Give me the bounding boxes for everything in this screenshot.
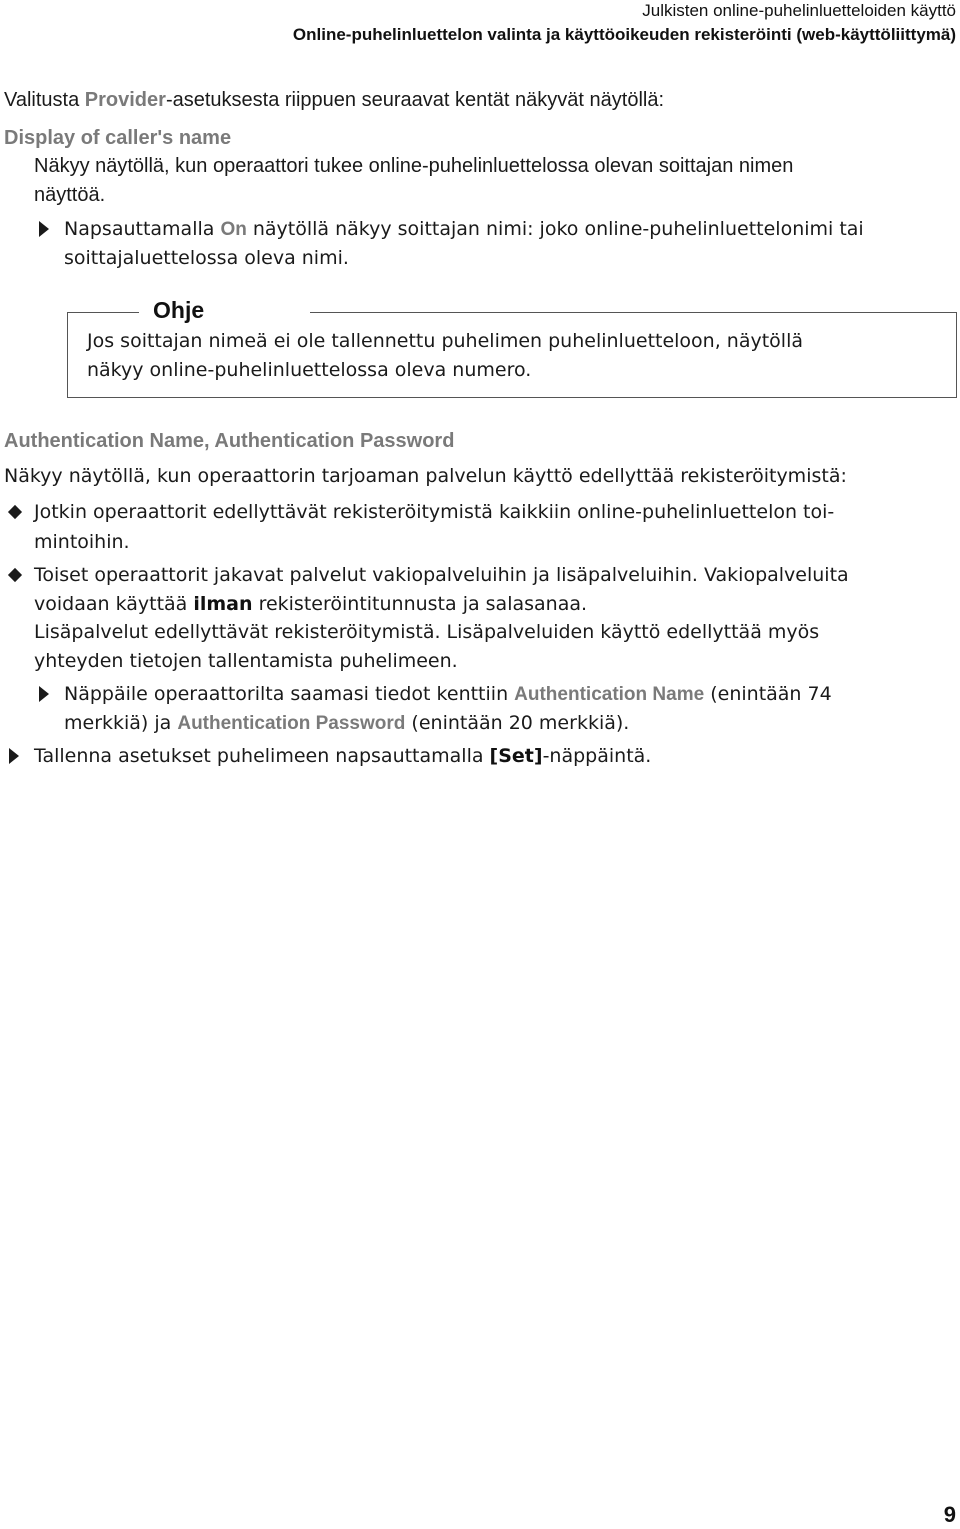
auth-step-line2 (64, 709, 629, 738)
auth-bullet2-line2 (34, 590, 587, 618)
on-option-name: On (220, 219, 247, 240)
step-text-pre: Napsauttamalla (64, 218, 221, 240)
bullet2-emphasis: ilman (193, 593, 253, 615)
note-text-line2: näkyy online-puhelinluettelossa oleva numero. (87, 359, 532, 381)
page-number: 9 (943, 1502, 956, 1527)
note-border-left (67, 312, 139, 313)
display-caller-desc-line2: näyttöä. (34, 184, 106, 206)
step-arrow-icon (9, 748, 19, 764)
auth-bullet1-line2: mintoihin. (34, 531, 130, 553)
final-step-text-pre: Tallenna asetukset puhelimeen napsauttamalla (34, 745, 490, 767)
authentication-name-field: Authentication Name (514, 684, 705, 705)
provider-field-name: Provider (84, 89, 166, 111)
intro-text-post: -asetuksesta riippuen seuraavat kentät näkyvät näytöllä: (165, 89, 665, 111)
auth-step2-text-post: (enintään 20 merkkiä). (405, 712, 630, 734)
step-arrow-icon (39, 686, 49, 702)
auth-bullet1-line1: Jotkin operaattorit edellyttävät rekisteröitymistä kaikkiin online-puhelinluettelon toi- (34, 501, 835, 523)
bullet2-text-pre: voidaan käyttää (34, 593, 194, 615)
display-caller-step-line2: soittajaluettelossa oleva nimi. (64, 247, 349, 269)
note-text-line1: Jos soittajan nimeä ei ole tallennettu puhelimen puhelinluetteloon, näytöllä (87, 330, 804, 352)
bullet-diamond-icon (8, 505, 22, 519)
auth-step-text-post: (enintään 74 (704, 683, 832, 705)
running-header-section: Online-puhelinluettelon valinta ja käyttöoikeuden rekisteröinti (web-käyttöliittymä) (292, 25, 956, 44)
intro-text-pre: Valitusta (4, 89, 85, 111)
auth-step-line1 (64, 680, 832, 709)
final-step-text-post: -näppäintä. (542, 745, 652, 767)
auth-desc: Näkyy näytöllä, kun operaattorin tarjoaman palvelun käyttö edellyttää rekisteröitymistä: (4, 465, 847, 487)
running-header-chapter: Julkisten online-puhelinluetteloiden käyttö (642, 1, 956, 20)
authentication-password-field: Authentication Password (177, 713, 406, 734)
auth-heading: Authentication Name, Authentication Password (4, 430, 455, 452)
bullet-diamond-icon (8, 568, 22, 582)
auth-bullet2-line4: yhteyden tietojen tallentamista puhelimeen. (34, 650, 458, 672)
intro-paragraph (4, 86, 664, 114)
step-text-post: näytöllä näkyy soittajan nimi: joko online-puhelinluettelonimi tai (246, 218, 864, 240)
display-caller-desc-line1: Näkyy näytöllä, kun operaattori tukee online-puhelinluettelossa olevan soittajan nimen (34, 155, 794, 177)
auth-step2-text-pre: merkkiä) ja (64, 712, 178, 734)
step-arrow-icon (39, 221, 49, 237)
display-caller-step-line1 (64, 215, 864, 244)
auth-bullet2-line1: Toiset operaattorit jakavat palvelut vakiopalveluihin ja lisäpalveluihin. Vakiopalveluita (34, 564, 849, 586)
auth-bullet2-line3: Lisäpalvelut edellyttävät rekisteröitymistä. Lisäpalveluiden käyttö edellyttää myös (34, 621, 820, 643)
note-title: Ohje (153, 297, 205, 323)
bullet2-text-post: rekisteröintitunnusta ja salasanaa. (252, 593, 588, 615)
final-step-line (34, 742, 651, 770)
display-caller-heading: Display of caller's name (4, 127, 232, 149)
note-border-right (310, 312, 957, 313)
set-button-label: [Set] (489, 745, 543, 767)
auth-step-text-pre: Näppäile operaattorilta saamasi tiedot kenttiin (64, 683, 515, 705)
